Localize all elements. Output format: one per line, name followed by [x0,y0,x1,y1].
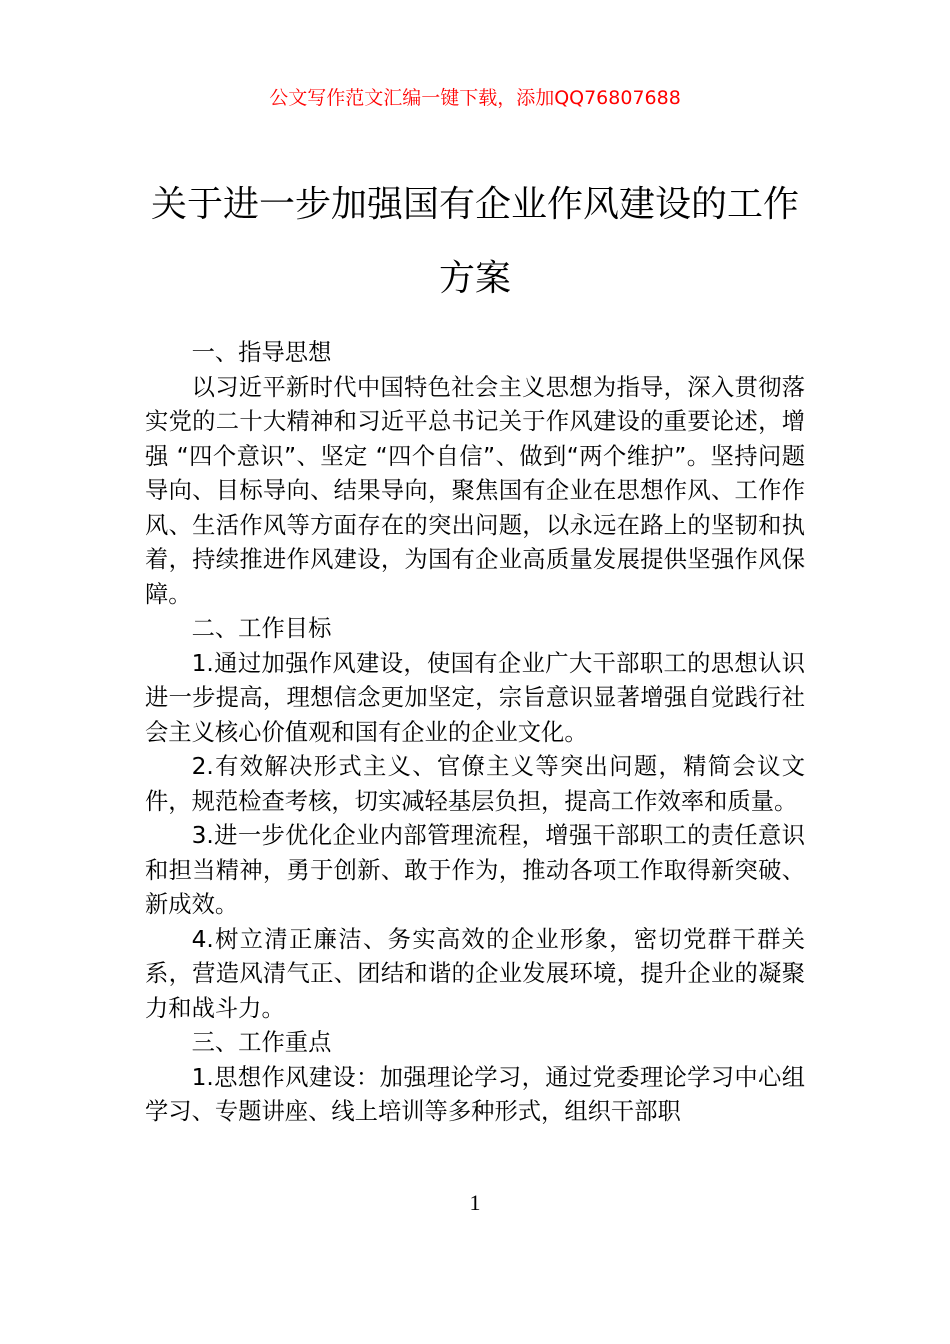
section-heading-work-goals: 二、工作目标 [191,615,332,642]
document-title: 关于进一步加强国有企业作风建设的工作方案 [150,184,799,299]
download-notice: 公文写作范文汇编一键下载，添加QQ76807688 [269,87,681,109]
page-number: 1 [469,1190,481,1215]
paragraph-guiding-ideology: 以习近平新时代中国特色社会主义思想为指导，深入贯彻落实党的二十大精神和习近平总书记关于作风建设的重要论述，增强 “四个意识”、坚定 “四个自信”、做到“两个维护”。坚持问题导向、目标导向、结果导向，聚焦国有企业在思想作风、工作作风、生活作风等方面存在的突出问题，以永远在路上的坚韧和执着，持续推进作风建设，为国有企业高质量发展提供坚强作风保障。 [145,373,805,608]
document-body [145,336,805,1130]
paragraph-goal-1: 1.通过加强作风建设，使国有企业广大干部职工的思想认识进一步提高，理想信念更加坚定，宗旨意识显著增强自觉践行社会主义核心价值观和国有企业的企业文化。 [145,649,805,746]
paragraph-focus-1: 1.思想作风建设：加强理论学习，通过党委理论学习中心组学习、专题讲座、线上培训等多种形式，组织干部职 [145,1063,805,1125]
paragraph-goal-3: 3.进一步优化企业内部管理流程，增强干部职工的责任意识和担当精神，勇于创新、敢于作为，推动各项工作取得新突破、新成效。 [145,822,805,918]
paragraph-goal-4: 4.树立清正廉洁、务实高效的企业形象，密切党群干群关系，营造风清气正、团结和谐的企业发展环境，提升企业的凝聚力和战斗力。 [145,925,805,1022]
section-heading-guiding-ideology: 一、指导思想 [191,339,332,366]
section-heading-work-focus: 三、工作重点 [191,1029,332,1056]
paragraph-goal-2: 2.有效解决形式主义、官僚主义等突出问题，精简会议文件，规范检查考核，切实减轻基层负担，提高工作效率和质量。 [145,753,805,815]
